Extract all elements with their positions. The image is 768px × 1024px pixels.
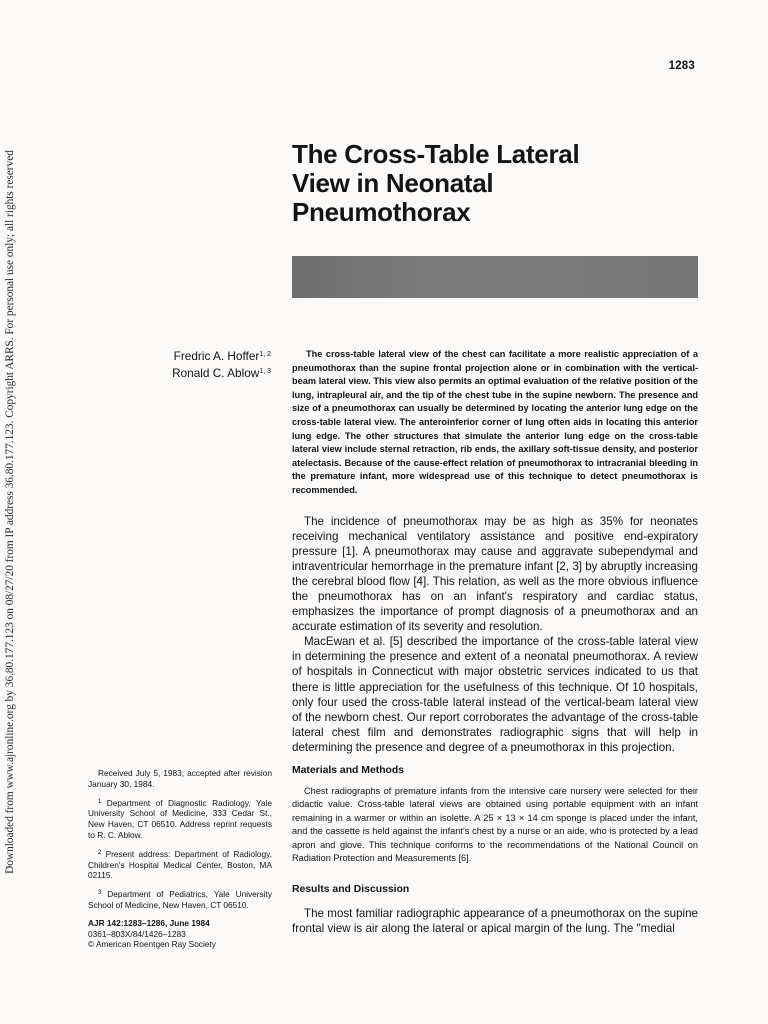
title-line-2: View in Neonatal: [292, 168, 494, 198]
author-list: [172, 347, 271, 381]
intro-paragraph: MacEwan et al. [5] described the importance of the cross-table lateral view in determining the presence and extent of a neonatal pneumothorax. A review of hospitals in Connecticut with major obstetric services indicated to us that there is little appreciation for the usefulness of this technique. Of 10 hospitals, only four used the cross-table lateral instead of the vertical-beam lateral view of the newborn chest. Our report corroborates the advantage of the cross-table lateral chest film and demonstrates radiographic signs that will help in determining the presence and degree of a pneumothorax in this projection.: [292, 635, 698, 754]
footnote-mark: 2: [98, 849, 102, 856]
journal-citation: [88, 918, 272, 929]
results-section: [292, 906, 698, 936]
citation-issn: 0361–803X/84/1426–1283: [88, 928, 186, 939]
received-note: Received July 5, 1983; accepted after revision January 30, 1984.: [88, 768, 272, 789]
section-heading-results: Results and Discussion: [292, 884, 410, 895]
footnote-mark: 1: [98, 798, 102, 805]
footnotes: [88, 768, 272, 950]
footnote-text: Department of Pediatrics, Yale University School of Medicine, New Haven, CT 06510.: [88, 889, 273, 910]
download-notice-text: Downloaded from www.ajronline.org by 36.80.177.123 on 08/27/20 from IP address 36.80.177.123. Copyright ARRS. For personal use only; all rights reserved: [4, 150, 16, 874]
author-affiliation-mark: 1, 2: [259, 351, 271, 358]
citation-journal: AJR 142:1283–1286, June 1984: [88, 917, 210, 928]
article-title: [292, 140, 712, 227]
title-line-1: The Cross-Table Lateral: [292, 139, 580, 169]
footnote: [88, 848, 272, 881]
intro-paragraph: The incidence of pneumothorax may be as high as 35% for neonates receiving mechanical ventilatory assistance and positive end-expiratory pressure [1]. A pneumothorax may cause and aggravate subependymal and intraventricular hemorrhage in the premature infant [2, 3] by abruptly increasing the cerebral blood flow [4]. This relation, as well as the more obvious influence the pneumothorax has on an infant's respiratory and cardiac status, emphasizes the importance of prompt diagnosis of a pneumothorax and an accurate estimation of its severity and resolution.: [292, 515, 698, 634]
materials-paragraph: Chest radiographs of premature infants from the intensive care nursery were selected for their didactic value. Cross-table lateral views are obtained using portable equipment with an infant remaining in a warmer or within an isolette. A 25 × 13 × 14 cm sponge is placed under the infant, and the cassette is held against the infant's chest by a nurse or an aide, who is protected by a lead apron and glove. This technique conforms to the recommendations of the National Council on Radiation Protection and Measurements [6].: [292, 786, 698, 864]
author: [172, 364, 271, 381]
section-heading-materials: Materials and Methods: [292, 765, 405, 776]
footnote: [88, 888, 272, 911]
abstract: The cross-table lateral view of the chest can facilitate a more realistic appreciation of a pneumothorax than the supine frontal projection alone or in combination with the vertical-beam lateral view. This view also permits an optimal evaluation of the relative position of the lung, intrapleural air, and the tip of the chest tube in the supine newborn. The presence and size of a pneumothorax can usually be determined by locating the anterior lung edge on the cross-table lateral view. The anteroinferior corner of lung often aids in locating this anterior lung edge. The other structures that simulate the anterior lung edge on the cross-table lateral view include sternal retraction, rib ends, the axillary soft-tissue density, and posterior atelectasis. Because of the cause-effect relation of pneumothorax to intracranial bleeding in the premature infant, more widespread use of this technique to detect pneumothorax is recommended.: [292, 349, 698, 495]
author: [172, 347, 271, 364]
title-line-3: Pneumothorax: [292, 197, 471, 227]
footnote-mark: 3: [98, 890, 102, 897]
results-paragraph: The most familiar radiographic appearance of a pneumothorax on the supine frontal view is air along the lateral or apical margin of the lung. The "medial: [292, 907, 698, 936]
footnote: [88, 797, 272, 841]
title-decorative-bar: [292, 256, 698, 298]
author-name: Fredric A. Hoffer: [173, 349, 260, 363]
introduction: [292, 514, 698, 755]
author-name: Ronald C. Ablow: [172, 366, 260, 380]
page-number: 1283: [668, 60, 695, 72]
author-affiliation-mark: 1, 3: [259, 368, 271, 375]
citation-copyright: © American Roentgen Ray Society: [88, 939, 216, 950]
footnote-text: Present address: Department of Radiology, Children's Hospital Medical Center, Boston, MA 02115.: [88, 848, 272, 881]
footnote-text: Department of Diagnostic Radiology, Yale University School of Medicine, 333 Cedar St., New Haven, CT 06510. Address reprint requests to R. C. Ablow.: [88, 797, 273, 840]
